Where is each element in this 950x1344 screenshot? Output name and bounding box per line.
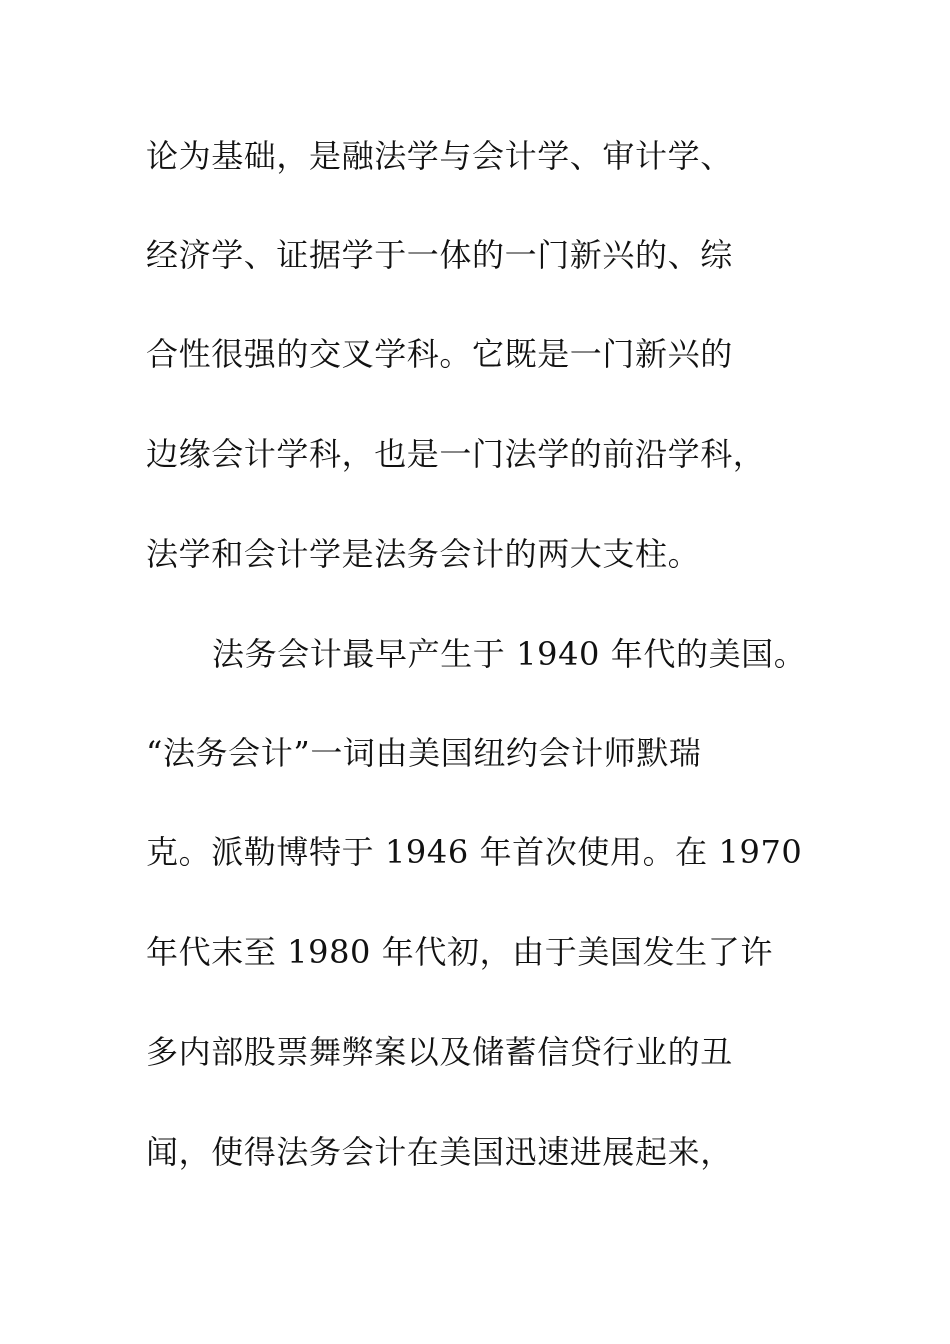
text-line: 多内部股票舞弊案以及储蓄信贷行业的丑	[146, 1033, 733, 1071]
text-line: 克。派勒博特于 1946 年首次使用。在 1970	[146, 833, 803, 871]
text-line: 闻，使得法务会计在美国迅速进展起来，	[146, 1133, 733, 1171]
paragraph-first-line: 法务会计最早产生于 1940 年代的美国。	[212, 635, 807, 673]
text-line: 年代末至 1980 年代初，由于美国发生了许	[146, 933, 773, 971]
text-line: 经济学、证据学于一体的一门新兴的、综	[146, 236, 733, 274]
text-line: “法务会计”一词由美国纽约会计师默瑞	[146, 734, 702, 772]
text-line: 边缘会计学科，也是一门法学的前沿学科，	[146, 435, 766, 473]
text-line: 论为基础，是融法学与会计学、审计学、	[146, 137, 733, 175]
text-line: 合性很强的交叉学科。它既是一门新兴的	[146, 335, 733, 373]
text-line: 法学和会计学是法务会计的两大支柱。	[146, 535, 701, 573]
